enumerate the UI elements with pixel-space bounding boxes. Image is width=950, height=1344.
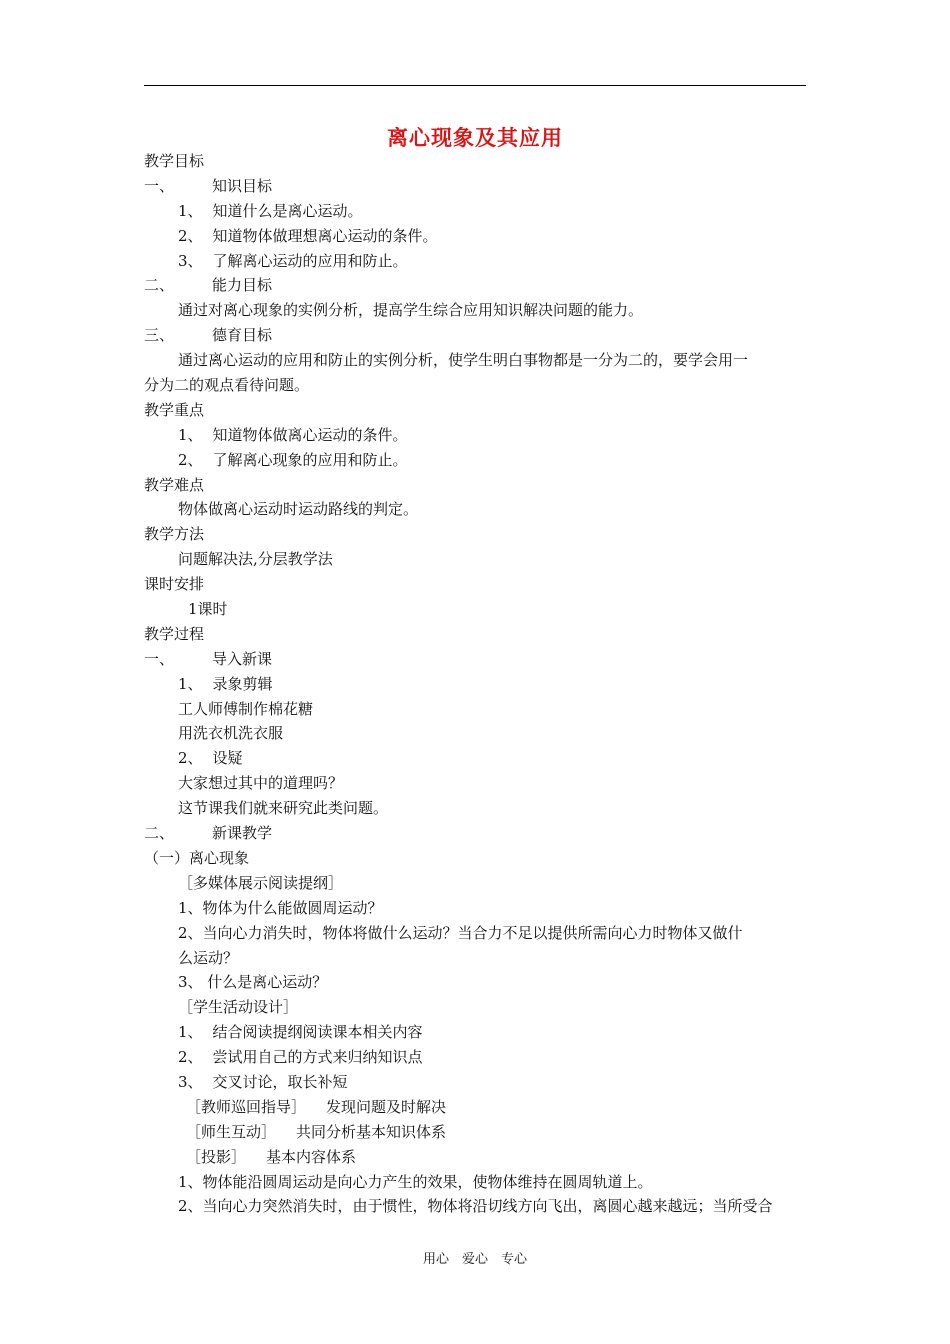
moral-goal-text-cont: 分为二的观点看待问题。 bbox=[144, 376, 310, 395]
page-footer: 用心 爱心 专心 bbox=[422, 1252, 527, 1267]
schedule-heading: 课时安排 bbox=[144, 575, 205, 594]
document-title: 离心现象及其应用 bbox=[387, 125, 563, 150]
list-item: 么运动？ bbox=[178, 948, 239, 967]
new-lesson-heading: 二、 新课教学 bbox=[144, 824, 273, 843]
list-item: 大家想过其中的道理吗？ bbox=[178, 774, 344, 793]
list-item: 1、物体为什么能做圆周运动？ bbox=[178, 898, 383, 917]
interaction-line: ［师生互动］ 共同分析基本知识体系 bbox=[186, 1122, 447, 1141]
list-item: 2、 设疑 bbox=[178, 749, 243, 768]
method-text: 问题解决法,分层教学法 bbox=[178, 550, 333, 569]
list-item: 1、 知道什么是离心运动。 bbox=[178, 201, 363, 220]
list-item: 1、 知道物体做离心运动的条件。 bbox=[178, 425, 408, 444]
projection-line: ［投影］ 基本内容体系 bbox=[186, 1147, 357, 1166]
list-item: 2、 了解离心现象的应用和防止。 bbox=[178, 450, 408, 469]
difficulty-heading: 教学难点 bbox=[144, 475, 205, 494]
activity-tag: ［学生活动设计］ bbox=[178, 998, 299, 1017]
list-item: 2、当向心力突然消失时，由于惯性，物体将沿切线方向飞出，离圆心越来越远；当所受合 bbox=[178, 1197, 773, 1216]
document-body bbox=[144, 149, 809, 1219]
list-item: 1、物体能沿圆周运动是向心力产生的效果，使物体维持在圆周轨道上。 bbox=[178, 1172, 653, 1191]
list-item: 工人师傅制作棉花糖 bbox=[178, 699, 314, 718]
objectives-heading: 教学目标 bbox=[144, 152, 205, 170]
list-item: 1、 录象剪辑 bbox=[178, 674, 273, 693]
process-heading: 教学过程 bbox=[144, 624, 205, 643]
list-item: 3、 什么是离心运动？ bbox=[178, 973, 328, 992]
list-item: 3、 交叉讨论，取长补短 bbox=[178, 1072, 348, 1091]
intro-heading: 一、 导入新课 bbox=[144, 649, 273, 668]
method-heading: 教学方法 bbox=[144, 525, 205, 544]
list-item: 1、 结合阅读提纲阅读课本相关内容 bbox=[178, 1023, 423, 1042]
list-item: 2、当向心力消失时，物体将做什么运动？当合力不足以提供所需向心力时物体又做什 bbox=[178, 923, 743, 942]
difficulty-text: 物体做离心运动时运动路线的判定。 bbox=[178, 500, 419, 519]
moral-goal-text: 通过离心运动的应用和防止的实例分析，使学生明白事物都是一分为二的，要学会用一 bbox=[178, 351, 749, 370]
key-points-heading: 教学重点 bbox=[144, 400, 205, 419]
knowledge-goal-heading: 一、 知识目标 bbox=[144, 176, 273, 195]
outline-tag: ［多媒体展示阅读提纲］ bbox=[178, 873, 344, 892]
list-item: 2、 知道物体做理想离心运动的条件。 bbox=[178, 226, 438, 245]
list-item: 用洗衣机洗衣服 bbox=[178, 724, 284, 743]
schedule-text: 1课时 bbox=[188, 600, 228, 619]
list-item: 2、 尝试用自己的方式来归纳知识点 bbox=[178, 1048, 423, 1067]
header-rule bbox=[144, 85, 806, 86]
moral-goal-heading: 三、 德育目标 bbox=[144, 326, 273, 345]
ability-goal-text: 通过对离心现象的实例分析，提高学生综合应用知识解决问题的能力。 bbox=[178, 301, 644, 320]
list-item: 这节课我们就来研究此类问题。 bbox=[178, 799, 389, 818]
subsection-heading: （一）离心现象 bbox=[144, 848, 250, 867]
teacher-guidance-line: ［教师巡回指导］ 发现问题及时解决 bbox=[186, 1097, 447, 1116]
ability-goal-heading: 二、 能力目标 bbox=[144, 276, 273, 295]
list-item: 3、 了解离心运动的应用和防止。 bbox=[178, 251, 408, 270]
